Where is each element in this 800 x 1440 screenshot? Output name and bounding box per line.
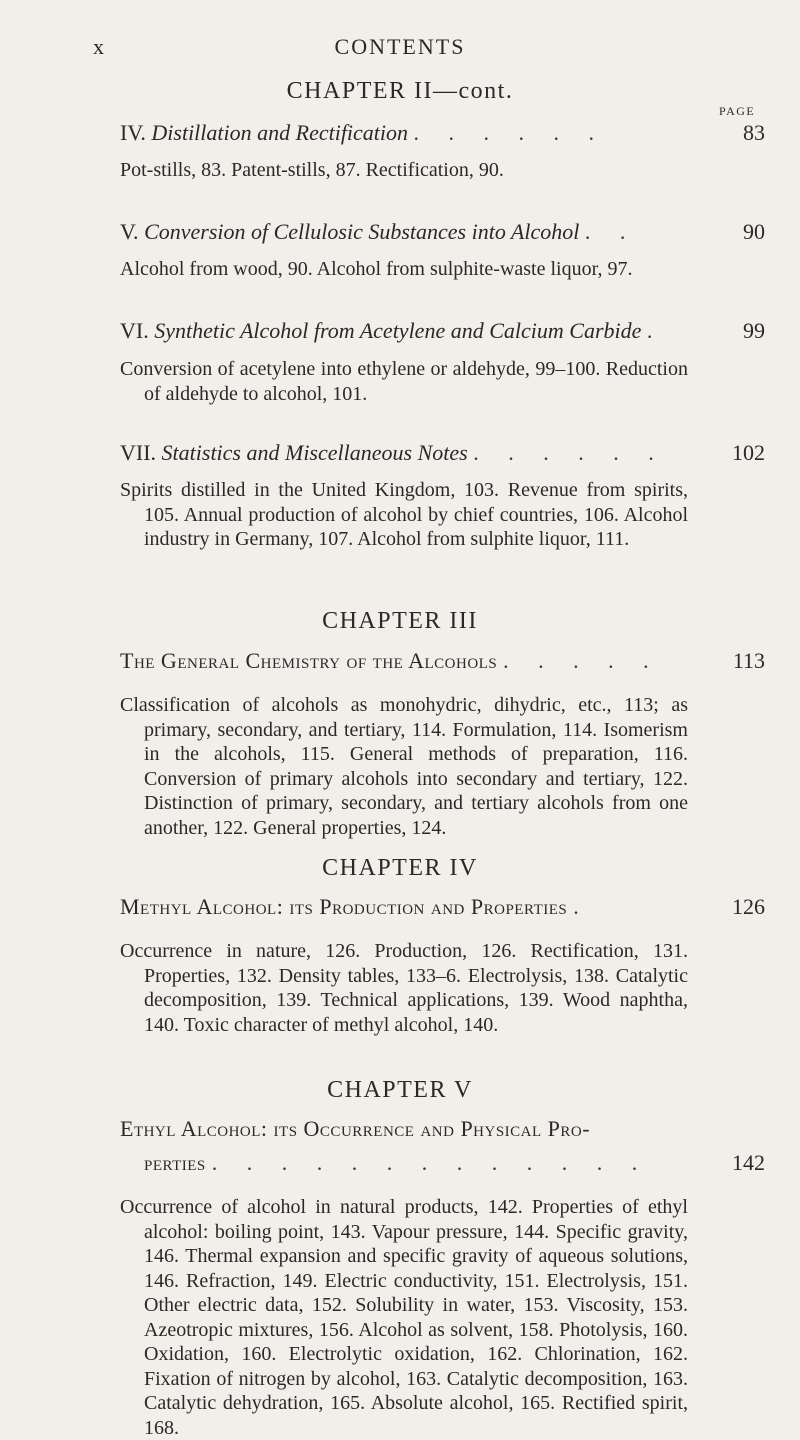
entry-iv-description-text: Pot-stills, 83. Patent-stills, 87. Rectification, 90. xyxy=(120,159,504,181)
entry-vi-title xyxy=(120,318,690,344)
entry-vii-description xyxy=(120,478,688,552)
entry-v-leader-dots: . . xyxy=(584,219,638,244)
entry-vii-leader-dots: . . . . . . xyxy=(473,440,666,465)
entry-vii-page: 102 xyxy=(732,440,765,465)
entry-iv-title xyxy=(120,120,690,146)
chapter-iii-description xyxy=(120,693,688,840)
entry-vi-title-text: Synthetic Alcohol from Acetylene and Calcium Carbide xyxy=(154,318,642,343)
chapter-iv-description-text: Occurrence in nature, 126. Production, 126. Rectification, 131. Properties, 132. Density tables, 133–6. Electrolysis, 138. Catalytic decomposition, 139. Technical applications, 139. Wood naphtha, 140. Toxic character of methyl alcohol, 140. xyxy=(120,940,688,1036)
entry-vi-description xyxy=(120,357,688,406)
chapter-iv-title xyxy=(120,894,690,920)
entry-vi-description-text: Conversion of acetylene into ethylene or aldehyde, 99–100. Reduction of aldehyde to alcohol, 101. xyxy=(120,358,688,405)
chapter-v-leader-dots: . . . . . . . . . . . . . xyxy=(211,1150,650,1175)
entry-iv-page: 83 xyxy=(743,120,765,145)
entry-v-page: 90 xyxy=(743,219,765,244)
entry-v-description-text: Alcohol from wood, 90. Alcohol from sulphite-waste liquor, 97. xyxy=(120,258,633,280)
chapter-v-page: 142 xyxy=(732,1150,765,1175)
chapter-iv-description xyxy=(120,939,688,1037)
entry-v-title xyxy=(120,219,690,245)
chapter-v-description xyxy=(120,1195,688,1440)
chapter-iv-page: 126 xyxy=(732,894,765,919)
chapter-iii-description-text: Classification of alcohols as monohydric, dihydric, etc., 113; as primary, secondary, and tertiary, 114. Formulation, 114. Isomerism in the alcohols, 115. General methods of preparation, 116. Conversion of primary alcohols into secondary and tertiary, 122. Distinction of primary, secondary, and tertiary alcohols from one another, 122. General properties, 124. xyxy=(120,694,688,839)
chapter-iii-heading: CHAPTER III xyxy=(322,608,478,634)
chapter-iv-heading: CHAPTER IV xyxy=(322,855,478,881)
page-number-roman: x xyxy=(93,34,105,59)
entry-vii-description-text: Spirits distilled in the United Kingdom, 103. Revenue from spirits, 105. Annual production of alcohol by chief countries, 106. Alcohol industry in Germany, 107. Alcohol from sulphite liquor, 111. xyxy=(120,479,688,550)
entry-v-numeral: V. xyxy=(120,219,139,244)
entry-v-title-text: Conversion of Cellulosic Substances into Alcohol xyxy=(144,219,580,244)
entry-iv-leader-dots: . . . . . . xyxy=(413,120,607,145)
chapter-iii-leader-dots: . . . . . xyxy=(503,648,661,673)
chapter-v-title-text-line1: Ethyl Alcohol: its Occurrence and Physical Pro- xyxy=(120,1116,591,1141)
chapter-v-heading: CHAPTER V xyxy=(327,1077,473,1103)
page-column-label: PAGE xyxy=(719,104,756,118)
chapter-v-description-text: Occurrence of alcohol in natural products, 142. Properties of ethyl alcohol: boiling point, 143. Vapour pressure, 144. Specific gravity, 146. Thermal expansion and specific gravity of aqueous solutions, 146. Refraction, 149. Electric conductivity, 151. Electrolysis, 151. Other electric data, 152. Solubility in water, 153. Viscosity, 153. Azeotropic mixtures, 156. Alcohol as solvent, 158. Photolysis, 160. Oxidation, 160. Electrolytic oxidation, 162. Chlorination, 162. Fixation of nitrogen by alcohol, 163. Catalytic decomposition, 163. Catalytic dehydration, 165. Absolute alcohol, 165. Rectified spirit, 168. xyxy=(120,1196,688,1439)
running-head xyxy=(0,34,800,64)
entry-vii-title xyxy=(120,440,690,466)
entry-vi-leader-dots: . xyxy=(646,318,665,343)
entry-vi-page: 99 xyxy=(743,318,765,343)
chapter-iii-title xyxy=(120,648,690,674)
entry-vii-title-text: Statistics and Miscellaneous Notes xyxy=(161,440,468,465)
chapter-v-title-line1 xyxy=(120,1116,690,1142)
entry-v-description xyxy=(120,257,688,282)
chapter-iv-title-text: Methyl Alcohol: its Production and Properties xyxy=(120,894,568,919)
running-title: CONTENTS xyxy=(334,34,466,59)
entry-iv-description xyxy=(120,158,688,183)
chapter-v-title-line2 xyxy=(144,1150,690,1176)
entry-iv-title-text: Distillation and Rectification xyxy=(151,120,409,145)
entry-vii-numeral: VII. xyxy=(120,440,157,465)
chapter-iv-leader-dots: . xyxy=(573,894,591,919)
chapter-iii-title-text: The General Chemistry of the Alcohols xyxy=(120,648,498,673)
entry-iv-numeral: IV. xyxy=(120,120,146,145)
chapter-iii-page: 113 xyxy=(732,648,765,673)
chapter-v-title-text-line2: perties xyxy=(144,1150,206,1175)
entry-vi-numeral: VI. xyxy=(120,318,149,343)
chapter-ii-cont-heading: CHAPTER II—cont. xyxy=(286,78,514,104)
